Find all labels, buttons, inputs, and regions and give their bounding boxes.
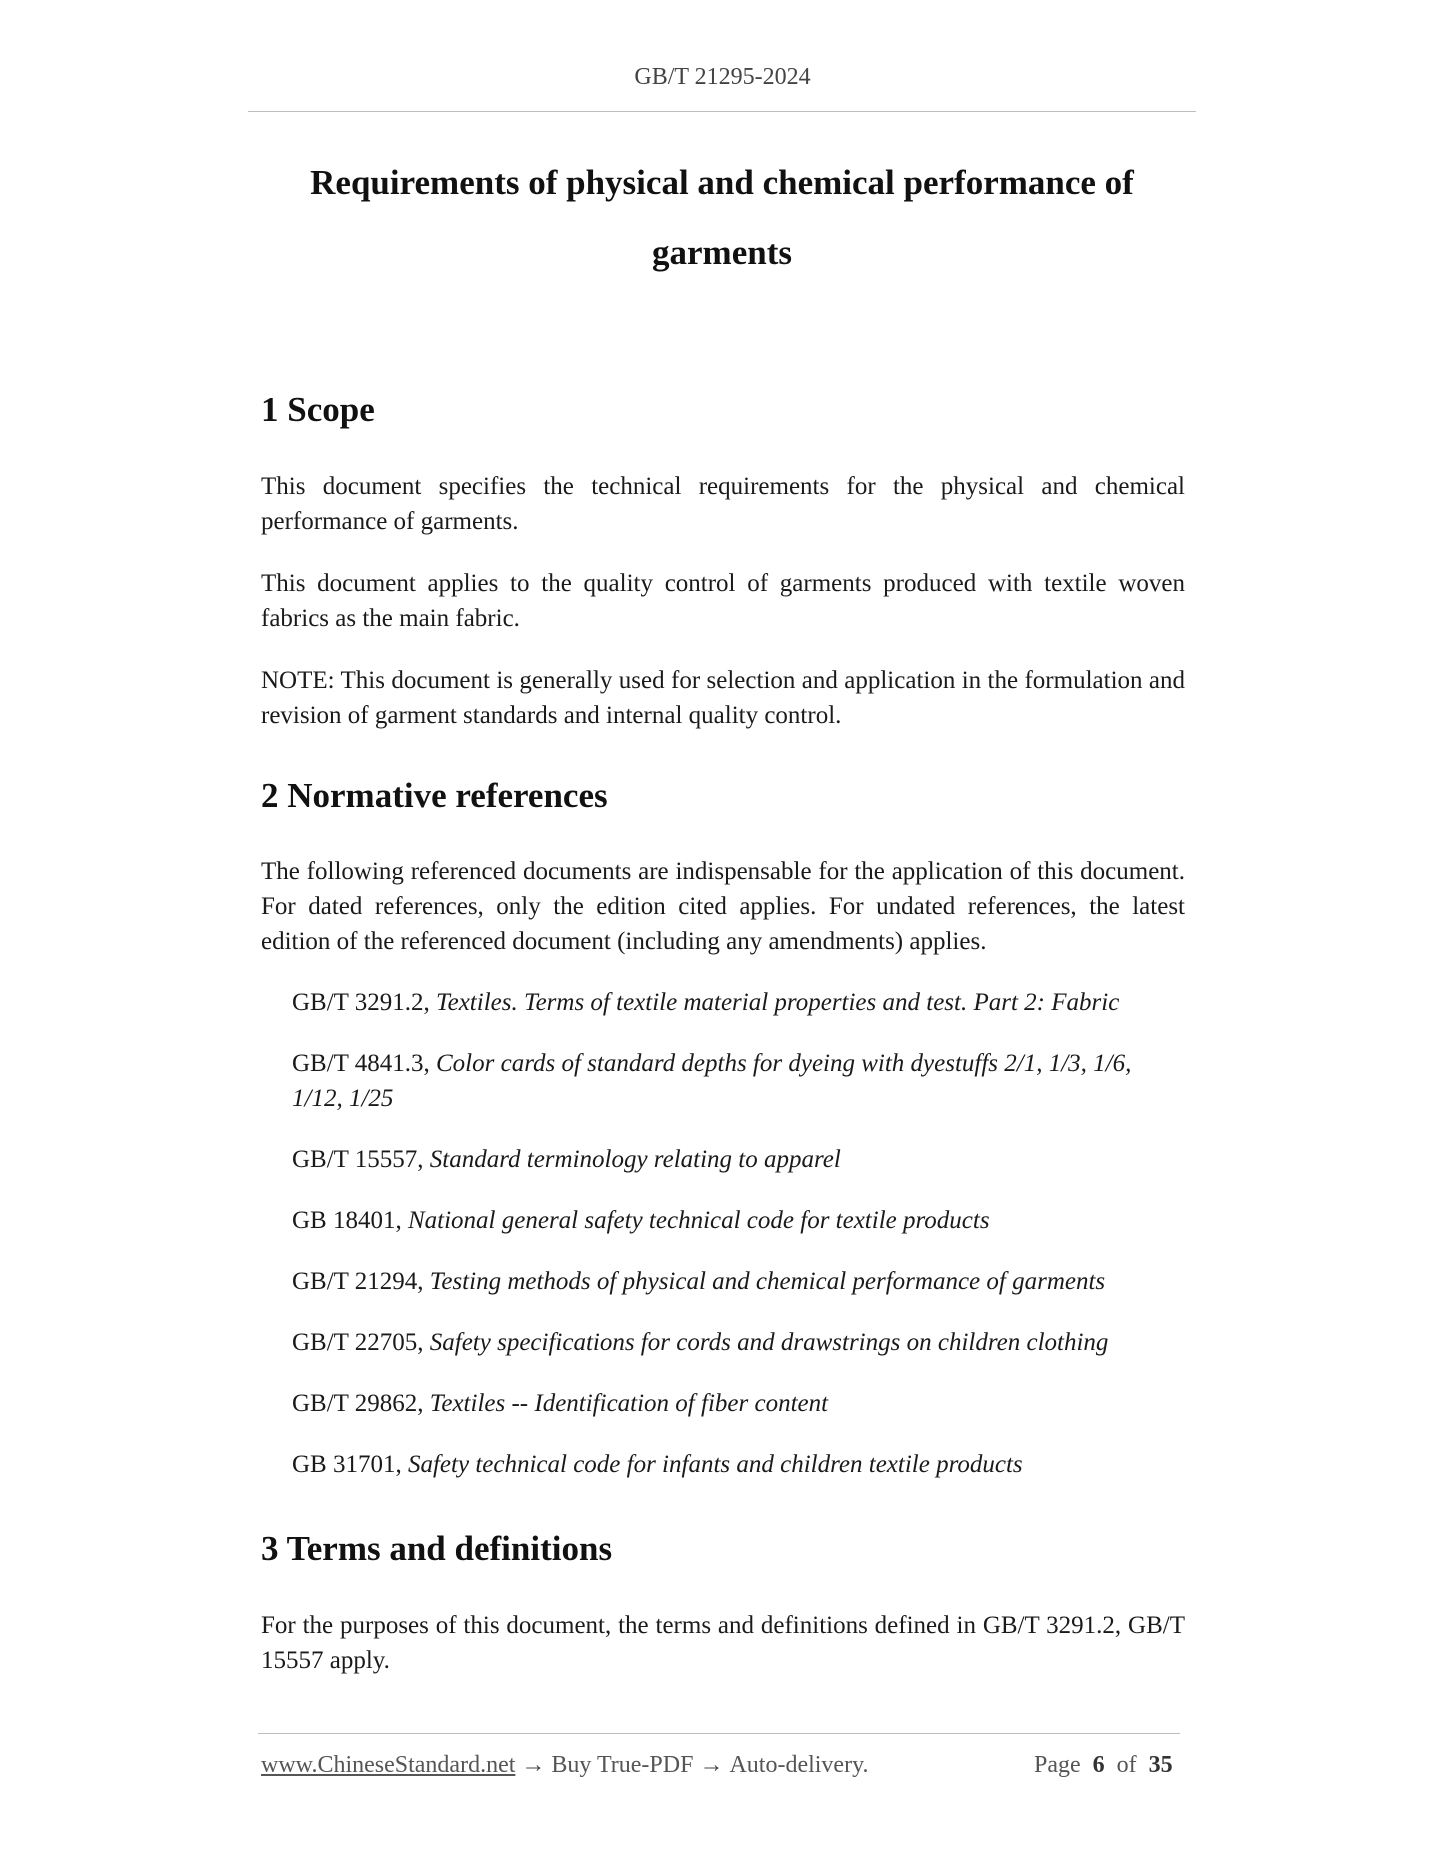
reference-title: Safety technical code for infants and children textile products bbox=[407, 1451, 1023, 1478]
reference-code: GB/T 3291.2, bbox=[292, 989, 430, 1016]
reference-title: National general safety technical code for textile products bbox=[407, 1207, 990, 1234]
reference-item bbox=[292, 1386, 1187, 1421]
reference-title: Standard terminology relating to apparel bbox=[429, 1146, 841, 1173]
reference-item bbox=[292, 1325, 1187, 1360]
reference-code: GB/T 22705, bbox=[292, 1329, 424, 1356]
section-heading-terms-definitions: 3 Terms and definitions bbox=[261, 1529, 613, 1568]
reference-item bbox=[292, 1142, 1187, 1177]
page-total: 35 bbox=[1148, 1752, 1173, 1778]
scope-paragraph-2: This document applies to the quality control of garments produced with textile woven fabrics as the main fabric. bbox=[261, 570, 1185, 632]
page-of: of bbox=[1116, 1752, 1137, 1778]
footer-links bbox=[261, 1752, 869, 1779]
reference-code: GB/T 21294, bbox=[292, 1268, 424, 1295]
page-current: 6 bbox=[1092, 1752, 1105, 1778]
reference-item bbox=[292, 985, 1187, 1020]
reference-list bbox=[292, 985, 1187, 1508]
reference-code: GB/T 4841.3, bbox=[292, 1050, 430, 1077]
reference-item bbox=[292, 1203, 1187, 1238]
reference-code: GB 18401, bbox=[292, 1207, 402, 1234]
section-heading-normative-references: 2 Normative references bbox=[261, 776, 608, 815]
normative-intro: The following referenced documents are indispensable for the application of this document. For dated references, only the edition cited applies. For undated references, the latest edition of the referenced document (including any amendments) applies. bbox=[261, 858, 1185, 955]
buy-pdf-text: Buy True-PDF bbox=[551, 1752, 694, 1778]
title-line-2: garments bbox=[652, 233, 792, 272]
scope-paragraph-1: This document specifies the technical requirements for the physical and chemical performance of garments. bbox=[261, 473, 1185, 535]
page-label: Page bbox=[1034, 1752, 1081, 1778]
reference-title: Testing methods of physical and chemical performance of garments bbox=[429, 1268, 1106, 1295]
reference-item bbox=[292, 1264, 1187, 1299]
reference-title: Safety specifications for cords and drawstrings on children clothing bbox=[429, 1329, 1109, 1356]
arrow-right-icon: → bbox=[521, 1752, 546, 1778]
reference-item bbox=[292, 1046, 1187, 1116]
running-header: GB/T 21295-2024 bbox=[634, 64, 811, 90]
footer-divider bbox=[258, 1733, 1180, 1734]
website-link[interactable]: www.ChineseStandard.net bbox=[261, 1752, 516, 1778]
reference-title: Color cards of standard depths for dyeing with dyestuffs 2/1, 1/3, 1/6, 1/12, 1/25 bbox=[292, 1050, 1132, 1112]
reference-code: GB 31701, bbox=[292, 1451, 402, 1478]
reference-code: GB/T 29862, bbox=[292, 1390, 424, 1417]
reference-item bbox=[292, 1447, 1187, 1482]
title-line-1: Requirements of physical and chemical performance of bbox=[310, 163, 1134, 202]
reference-title: Textiles -- Identification of fiber content bbox=[429, 1390, 829, 1417]
auto-delivery-text: Auto-delivery. bbox=[729, 1752, 869, 1778]
reference-title: Textiles. Terms of textile material properties and test. Part 2: Fabric bbox=[436, 989, 1120, 1016]
header-divider bbox=[248, 111, 1196, 112]
section-heading-scope: 1 Scope bbox=[261, 390, 375, 429]
reference-code: GB/T 15557, bbox=[292, 1146, 424, 1173]
page-number bbox=[1034, 1752, 1173, 1779]
document-title bbox=[248, 148, 1196, 288]
arrow-right-icon: → bbox=[699, 1752, 724, 1778]
terms-paragraph: For the purposes of this document, the terms and definitions defined in GB/T 3291.2, GB/T 15557 apply. bbox=[261, 1612, 1185, 1674]
scope-note: NOTE: This document is generally used for selection and application in the formulation and revision of garment standards and internal quality control. bbox=[261, 667, 1185, 729]
